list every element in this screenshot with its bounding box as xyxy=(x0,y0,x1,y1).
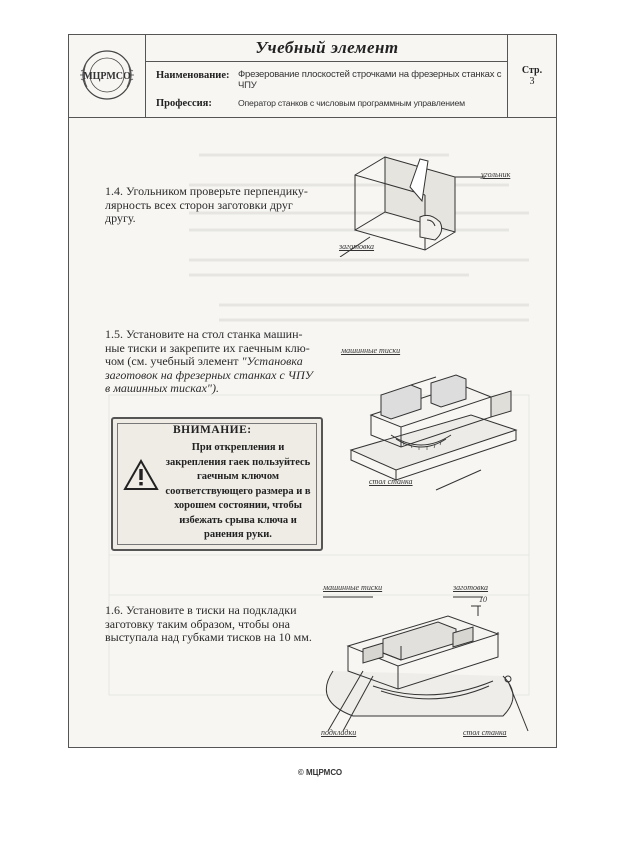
step-1-5-line xyxy=(105,369,320,383)
figure-vise-on-table xyxy=(341,355,521,495)
step-1-6-line: заготовку таким образом, чтобы она xyxy=(105,616,291,631)
step-1-5-ref: заготовок на фрезерных станках с ЧПУ xyxy=(105,367,313,382)
label-square: угольник xyxy=(481,170,511,179)
warning-text: При открепления и закрепления гаек пользуйтесь гаечным ключом соответствующего размера и в хорошем состоянии, чтобы избежать срыва ключа и ранения руки. xyxy=(165,442,311,540)
step-1-5-line xyxy=(105,382,320,396)
profession-value: Оператор станков с числовым программным управлением xyxy=(238,98,465,108)
step-1-5-line: ные тиски и закрепите их гаечным клю- xyxy=(105,340,310,355)
step-1-4 xyxy=(105,185,317,226)
step-1-6 xyxy=(105,604,320,645)
name-label: Наименование: xyxy=(156,70,230,81)
label-vise-3: машинные тиски xyxy=(323,583,383,592)
logo-text: МЦРМСО xyxy=(83,71,131,82)
step-1-5-line xyxy=(105,355,320,369)
step-1-5-ref: в машинных тисках"). xyxy=(105,381,219,395)
step-1-5-ref: "Установка xyxy=(241,354,303,368)
profession-label: Профессия: xyxy=(156,98,212,109)
figure-square-check xyxy=(335,147,495,257)
step-1-5-text: чом (см. учебный элемент xyxy=(105,354,242,368)
label-workpiece-3: заготовка xyxy=(453,583,489,592)
step-1-4-line: 1.4. Угольником проверьте перпендику- xyxy=(105,184,308,198)
name-value: Фрезерование плоскостей строчками на фрезерных станках с ЧПУ xyxy=(238,69,502,91)
label-workpiece-1: заготовка xyxy=(339,242,375,251)
document-sheet xyxy=(68,34,557,748)
step-1-6-line: выступала над губками тисков на 10 мм. xyxy=(105,630,312,644)
label-pads: подкладки xyxy=(321,728,357,737)
warning-triangle-icon xyxy=(123,459,159,491)
label-table-2: стол станка xyxy=(369,477,413,486)
page-label: Стр. xyxy=(521,65,543,76)
step-1-5-line: 1.5. Установите на стол станка машин- xyxy=(105,327,303,341)
warning-title: ВНИМАНИЕ: xyxy=(173,424,252,436)
doc-title: Учебный элемент xyxy=(255,38,399,57)
footer-copyright: © МЦРМСО xyxy=(297,768,343,777)
warning-box xyxy=(111,417,323,551)
step-1-5 xyxy=(105,328,320,396)
page-number: 3 xyxy=(529,76,535,87)
label-table-3: стол станка xyxy=(463,728,507,737)
figure-workpiece-on-pads xyxy=(303,591,533,741)
step-1-4-line: лярность всех сторон заготовки друг xyxy=(105,197,293,212)
step-1-6-line: 1.6. Установите в тиски на подкладки xyxy=(105,603,297,617)
label-dimension: 10 xyxy=(479,595,487,604)
label-vise-2: машинные тиски xyxy=(341,346,401,355)
step-1-4-line: другу. xyxy=(105,211,136,225)
